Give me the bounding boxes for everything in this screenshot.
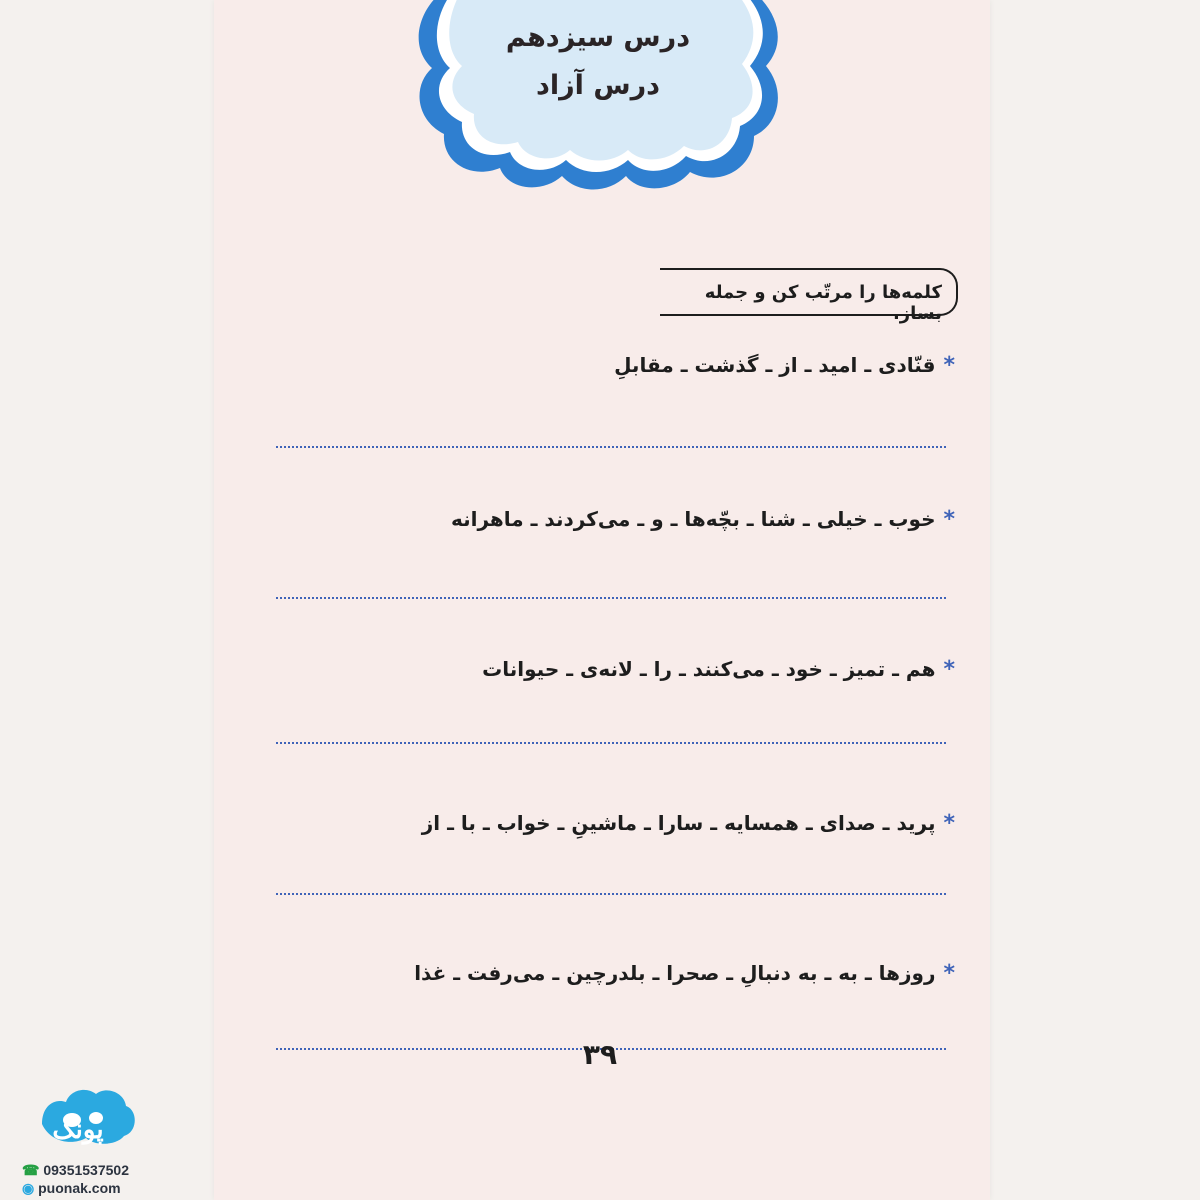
exercise-words: هم ـ تمیز ـ خود ـ می‌کنند ـ را ـ لانه‌ی ـ حیوانات — [482, 657, 936, 681]
lesson-header-cloud — [408, 0, 788, 190]
globe-icon: ◉ — [22, 1180, 35, 1196]
asterisk-icon: * — [943, 657, 955, 682]
exercise-item — [255, 353, 955, 378]
phone-text: 09351537502 — [43, 1162, 129, 1178]
brand-name: پونک — [52, 1114, 104, 1144]
page-number: ۳۹ — [582, 1038, 618, 1071]
lesson-title: درس آزاد — [536, 70, 660, 101]
whatsapp-icon: ☎ — [22, 1162, 40, 1178]
answer-line — [276, 597, 946, 599]
lesson-number: درس سیزدهم — [505, 22, 691, 53]
instruction-box: کلمه‌ها را مرتّب کن و جمله بساز. — [660, 268, 958, 316]
asterisk-icon: * — [943, 353, 955, 378]
answer-line — [276, 893, 946, 895]
website — [22, 1180, 172, 1197]
exercise-words: روزها ـ به ـ به دنبالِ ـ صحرا ـ بلدرچین ـ می‌رفت ـ غذا — [414, 961, 936, 985]
exercise-item — [255, 811, 955, 836]
answer-line — [276, 742, 946, 744]
exercise-item — [255, 507, 955, 532]
exercise-item — [255, 657, 955, 682]
website-text: puonak.com — [38, 1180, 121, 1196]
exercise-words: خوب ـ خیلی ـ شنا ـ بچّه‌ها ـ و ـ می‌کردند ـ ماهرانه — [450, 507, 936, 531]
phone-number — [22, 1162, 172, 1179]
asterisk-icon: * — [943, 961, 955, 986]
asterisk-icon: * — [943, 811, 955, 836]
exercise-item — [255, 961, 955, 986]
asterisk-icon: * — [943, 507, 955, 532]
watermark-logo — [22, 1080, 152, 1196]
answer-line — [276, 446, 946, 448]
exercise-words: قنّادی ـ امید ـ از ـ گذشت ـ مقابلِ — [614, 353, 936, 377]
exercise-words: پرید ـ صدای ـ همسایه ـ سارا ـ ماشینِ ـ خواب ـ با ـ از — [421, 811, 936, 835]
